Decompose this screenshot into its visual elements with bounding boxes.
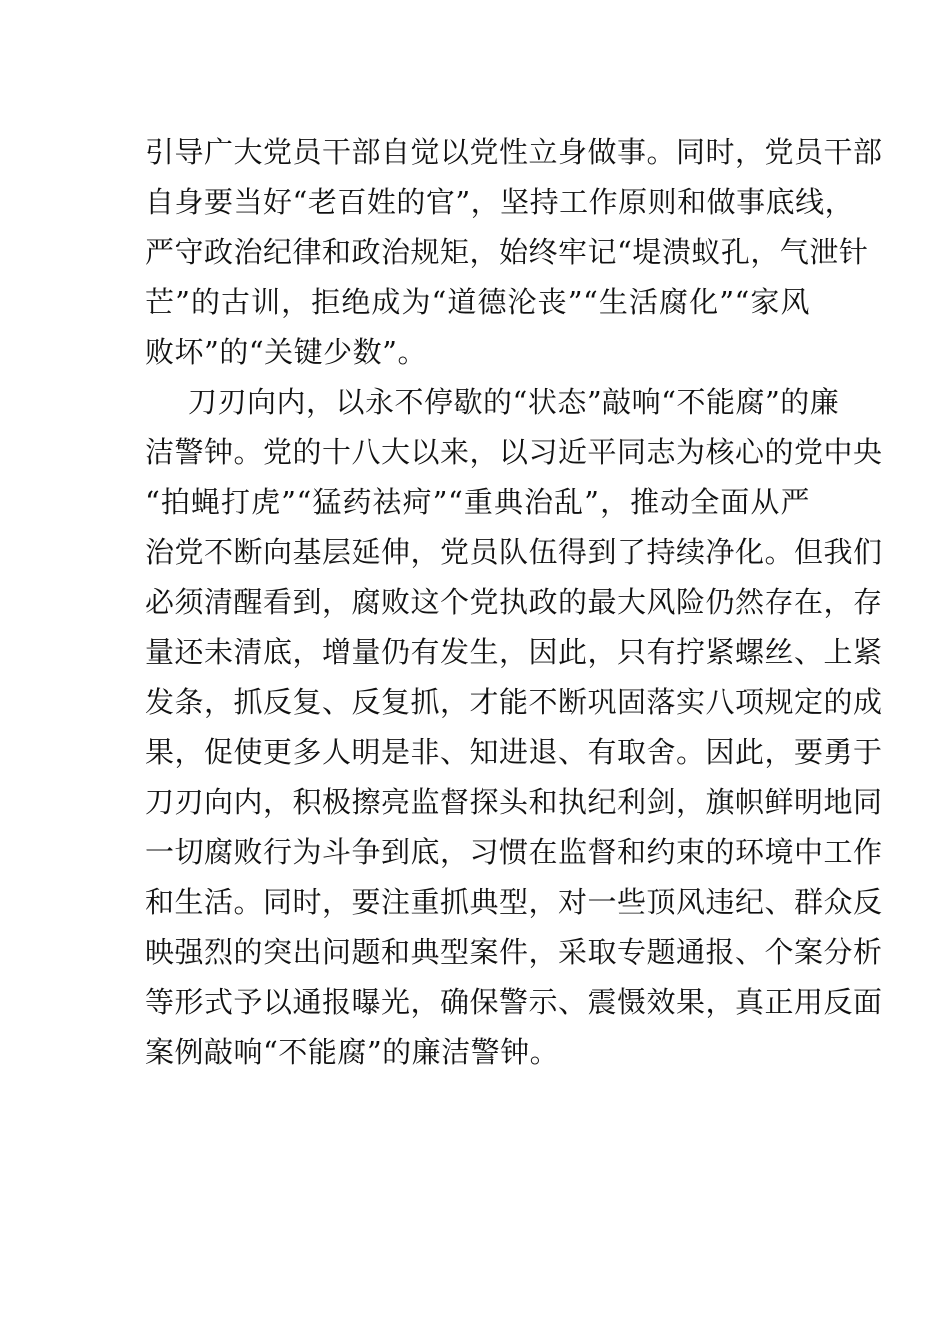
text-line: 一切腐败行为斗争到底，习惯在监督和约束的环境中工作 (145, 835, 883, 869)
text-line: 芒”的古训，拒绝成为“道德沦丧”“生活腐化”“家风 (145, 285, 810, 319)
text-line: 洁警钟。党的十八大以来，以习近平同志为核心的党中央 (145, 435, 883, 469)
text-line: 映强烈的突出问题和典型案件，采取专题通报、个案分析 (145, 935, 883, 969)
text-line: 刀刃向内，以永不停歇的“状态”敲响“不能腐”的廉 (188, 385, 840, 419)
paragraph-1 (145, 127, 883, 377)
paragraph-2 (145, 377, 883, 1077)
text-line: 案例敲响“不能腐”的廉洁警钟。 (145, 1035, 560, 1069)
text-line: 果，促使更多人明是非、知进退、有取舍。因此，要勇于 (145, 735, 883, 769)
text-line: 败坏”的“关键少数”。 (145, 335, 427, 369)
document-body (145, 127, 883, 1077)
text-line: 引导广大党员干部自觉以党性立身做事。同时，党员干部 (145, 135, 883, 169)
text-line: 发条，抓反复、反复抓，才能不断巩固落实八项规定的成 (145, 685, 883, 719)
text-line: 和生活。同时，要注重抓典型，对一些顶风违纪、群众反 (145, 885, 883, 919)
text-line: 自身要当好“老百姓的官”，坚持工作原则和做事底线， (145, 185, 855, 219)
text-line: 治党不断向基层延伸，党员队伍得到了持续净化。但我们 (145, 535, 883, 569)
text-line: 必须清醒看到，腐败这个党执政的最大风险仍然存在，存 (145, 585, 883, 619)
text-line: 等形式予以通报曝光，确保警示、震慑效果，真正用反面 (145, 985, 883, 1019)
text-line: 刀刃向内，积极擦亮监督探头和执纪利剑，旗帜鲜明地同 (145, 785, 883, 819)
text-line: “拍蝇打虎”“猛药祛疴”“重典治乱”，推动全面从严 (145, 485, 810, 519)
text-line: 严守政治纪律和政治规矩，始终牢记“堤溃蚁孔，气泄针 (145, 235, 869, 269)
text-line: 量还未清底，增量仍有发生，因此，只有拧紧螺丝、上紧 (145, 635, 883, 669)
